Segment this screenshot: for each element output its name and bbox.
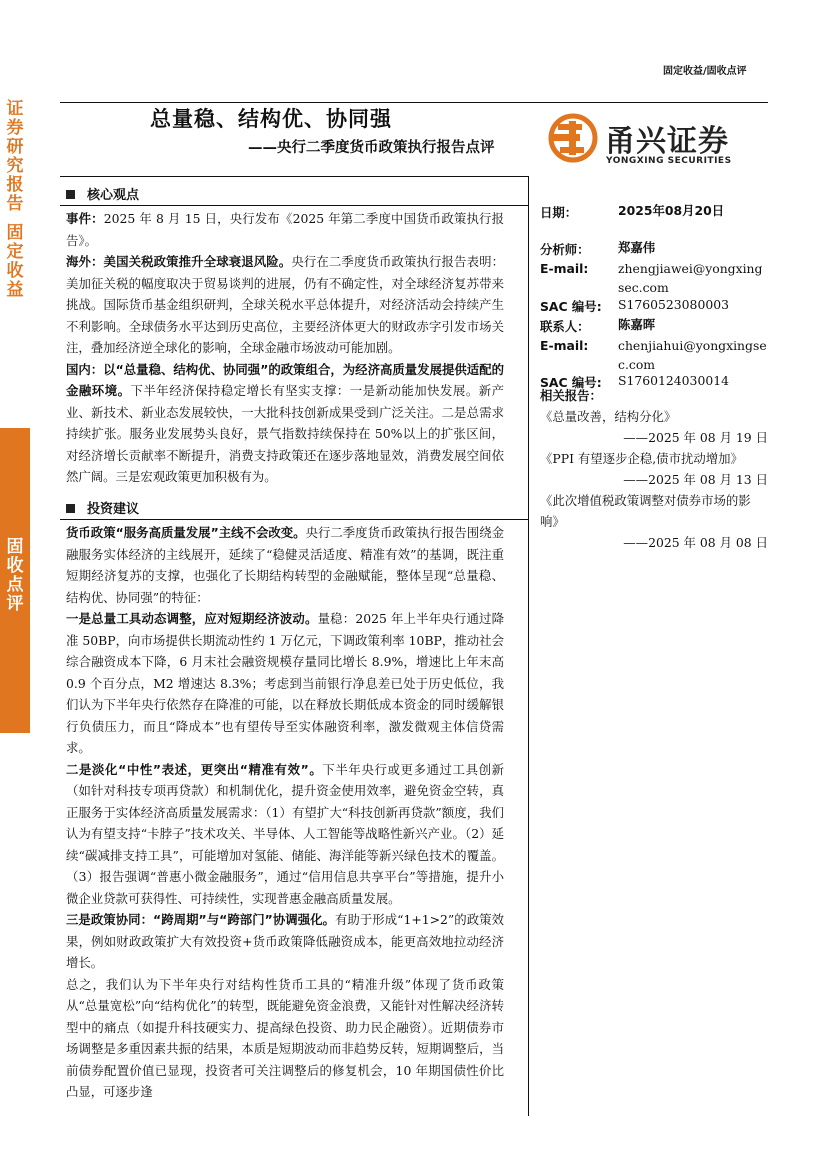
category-band-mid: 固 收 点 评 — [0, 428, 30, 733]
related-report-title[interactable]: 《总量改善，结构分化》 — [540, 409, 677, 424]
paragraph: 货币政策“服务高质量发展”主线不会改变。央行二季度货币政策执行报告围绕金融服务实体经济的主线展开，延续了“稳健灵活适度、精准有效”的基调，既注重短期经济复苏的支撑，也强化了长期结构转型的金融赋能，整体呈现“总量稳、结构优、协同强”的特征： — [66, 525, 504, 605]
analyst-email-label: E-mail: — [540, 261, 589, 276]
category-band-top: 证 券 研 究 报 告 固 定 收 益 — [0, 100, 30, 335]
invest-content — [66, 522, 504, 1103]
paragraph: 事件：2025 年 8 月 15 日，央行发布《2025 年第二季度中国货币政策执行报告》。 — [66, 211, 504, 248]
analyst-email[interactable]: zhengjiawei@yongxingsec.com — [618, 261, 763, 295]
section-divider — [60, 519, 528, 520]
section-core-heading: 核心观点 — [66, 184, 139, 203]
header-category: 固定收益/固收点评 — [663, 66, 747, 77]
analyst-label: 分析师： — [540, 242, 590, 257]
contact-sac-label: SAC 编号: — [540, 375, 602, 390]
paragraph: 总之，我们认为下半年央行对结构性货币工具的“精准升级”体现了货币政策从“总量宽松”向“结构优化”的转型，既能避免资金浪费，又能针对性解决经济转型中的痛点（如提升科技硬实力、提高绿色投资、助力民企融资）。近期债券市场调整是多重因素共振的结果，本质是短期波动而非趋势反转，短期调整后，当前债券配置价值已显现，投资者可关注调整后的修复机会，10 年期国债性价比凸显，可逐步逢 — [66, 976, 504, 1099]
section-invest-heading: 投资建议 — [66, 498, 139, 517]
related-report-title[interactable]: 《此次增值税政策调整对债券市场的影响》 — [540, 493, 751, 529]
company-logo-icon — [548, 113, 600, 163]
paragraph: 一是总量工具动态调整，应对短期经济波动。量稳：2025 年上半年央行通过降准 50BP，向市场提供长期流动性约 1 万亿元，下调政策利率 10BP，推动社会综合融资成本下降，6 月末社会融资规模存量同比增长 8.9%，增速比上年末高 0.9 个百分点，M2 增速达 8.3%；考虑到当前银行净息差已处于历史低位，我们认为下半年央行依然存在降准的可能，以在释放长期低成本资金的同时缓解银行负债压力，而且“降成本”也有望传导至实体融资利率，激发微观主体信贷需求。 — [66, 611, 504, 755]
company-logo-english: YONGXING SECURITIES — [606, 156, 732, 166]
company-logo-name: 甬兴证券 — [605, 124, 729, 159]
analyst-name: 郑嘉伟 — [618, 240, 656, 255]
report-title: 总量稳、结构优、协同强 — [150, 107, 392, 131]
analyst-sac: S1760523080003 — [618, 297, 729, 312]
related-reports-list — [540, 406, 768, 553]
bullet-square-icon — [66, 504, 75, 513]
related-report-date: ——2025 年 08 月 13 日 — [623, 472, 768, 487]
contact-name: 陈嘉晖 — [618, 317, 656, 332]
report-subtitle: ——央行二季度货币政策执行报告点评 — [248, 140, 495, 156]
report-date: 2025年08月20日 — [618, 203, 725, 218]
contact-email-label: E-mail: — [540, 338, 589, 353]
section-divider — [60, 205, 528, 206]
related-report-date: ——2025 年 08 月 19 日 — [623, 430, 768, 445]
related-reports-heading: 相关报告： — [540, 388, 602, 403]
paragraph: 二是淡化“中性”表述，更突出“精准有效”。下半年央行或更多通过工具创新（如针对科技专项再贷款）和机制优化，提升资金使用效率，避免资金空转，真正服务于实体经济高质量发展需求：（1）有望扩大“科技创新再贷款”额度，我们认为有望支持“卡脖子”技术攻关、半导体、人工智能等战略性新兴产业。（2）延续“碳减排支持工具”，可能增加对氢能、储能、海洋能等新兴绿色技术的覆盖。（3）报告强调“普惠小微金融服务”，通过“信用信息共享平台”等措施，提升小微企业贷款可获得性、可持续性，实现普惠金融高质量发展。 — [66, 761, 505, 906]
paragraph: 海外：美国关税政策推升全球衰退风险。央行在二季度货币政策执行报告表明：美加征关税的幅度取决于贸易谈判的进展，仍有不确定性，对全球经济复苏带来挑战。国际货币基金组织研判，全球关税水平总体提升，对经济活动会持续产生不利影响。全球债务水平达到历史高位，主要经济体更大的财政赤字引发市场关注，叠加经济逆全球化的影响，全球金融市场波动可能加剧。 — [66, 254, 505, 355]
date-label: 日期： — [540, 205, 578, 220]
title-divider — [60, 176, 528, 177]
bullet-square-icon — [66, 190, 75, 199]
paragraph: 三是政策协同：“跨周期”与“跨部门”协调强化。有助于形成“1+1>2”的政策效果，例如财政政策扩大有效投资+货币政策降低融资成本，能更高效地拉动经济增长。 — [66, 912, 504, 970]
related-report-title[interactable]: 《PPI 有望逐步企稳,债市扰动增加》 — [540, 451, 743, 466]
contact-label: 联系人： — [540, 319, 590, 334]
core-content — [66, 208, 504, 488]
column-divider — [528, 176, 529, 1116]
contact-email[interactable]: chenjiahui@yongxingsec.com — [618, 338, 767, 372]
paragraph: 国内：以“总量稳、结构优、协同强”的政策组合，为经济高质量发展提供适配的金融环境。下半年经济保持稳定增长有坚实支撑：一是新动能加快发展。新产业、新技术、新业态发展较快，一大批科技创新成果受到广泛关注。二是总需求持续扩张。服务业发展势头良好，景气指数持续保持在 50%以上的扩张区间，对经济增长贡献率不断提升，消费支持政策还在逐步落地显效，消费发展空间依然广阔。三是宏观政策更加积极有为。 — [66, 361, 505, 484]
contact-sac: S1760124030014 — [618, 373, 729, 388]
analyst-sac-label: SAC 编号: — [540, 299, 602, 314]
related-report-date: ——2025 年 08 月 08 日 — [623, 535, 768, 550]
